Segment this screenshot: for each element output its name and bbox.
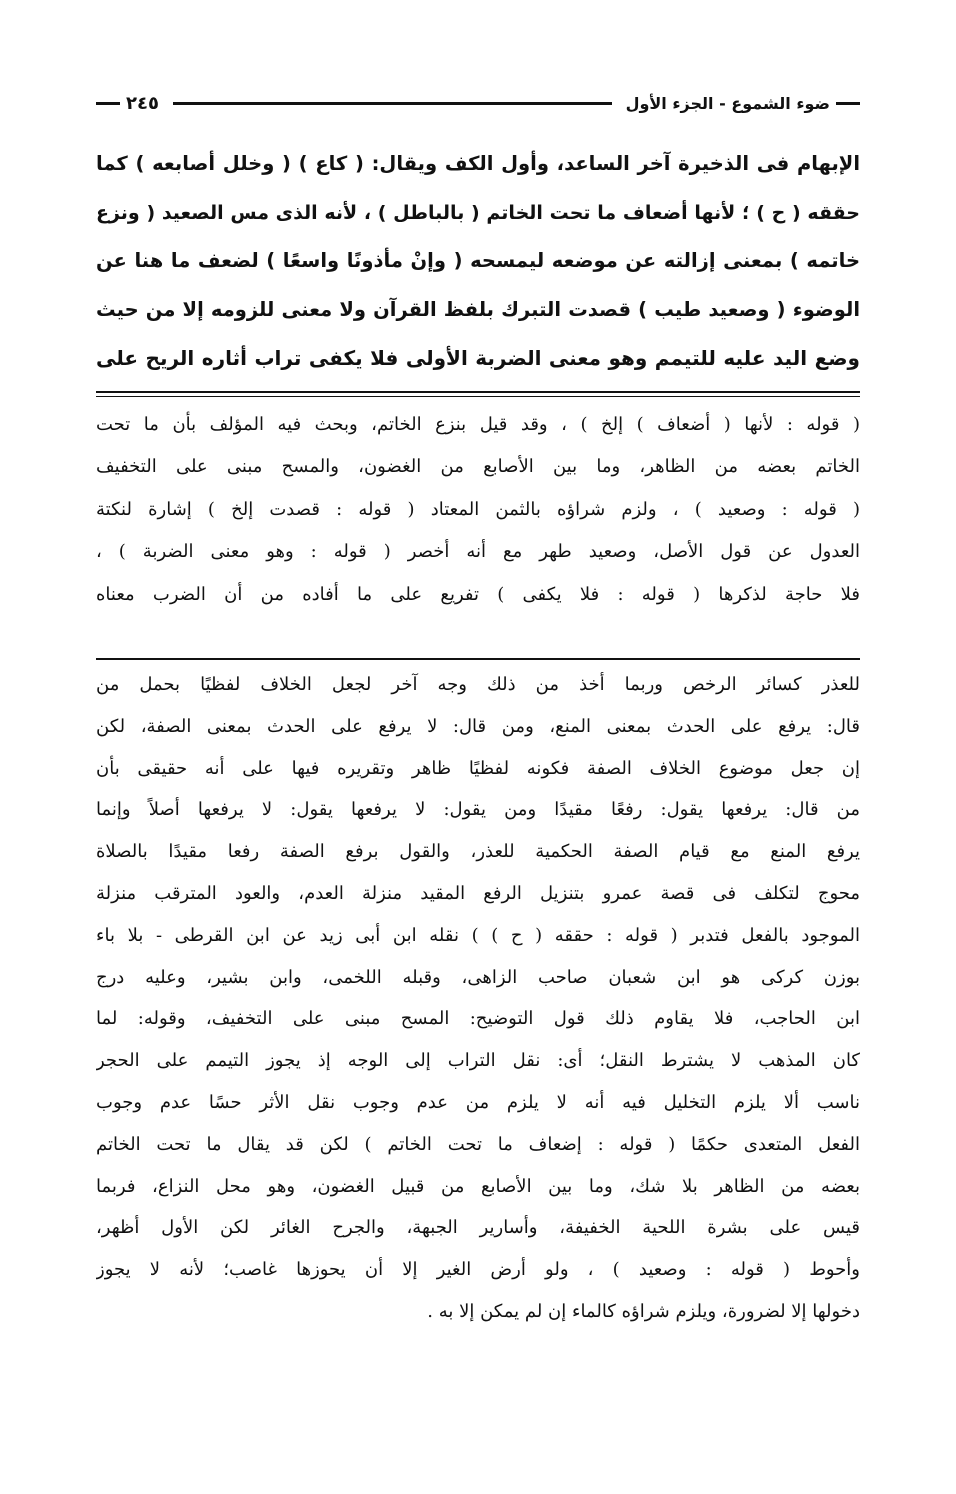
- footnote-2-line: قيس على بشرة اللحية الخفيفة، وأسارير الجبهة، والجرح الغائر لكن الأول أظهر،: [96, 1217, 860, 1239]
- header-dash-left: [96, 102, 120, 105]
- footnote-2-line: الموجود بالفعل فتدبر ( قوله : حققه ( ح ) ) نقله ابن أبى زيد عن ابن القرطى - بلا باء: [96, 924, 860, 946]
- footnote-2-line: كان المذهب لا يشترط النقل؛ أى: نقل التراب إلى الوجه إذ يجوز التيمم على الحجر: [96, 1050, 860, 1072]
- footnote-1-line: فلا حاجة لذكرها ( قوله : فلا يكفى ) تفريع على ما أفاده من أن الضرب معناه: [96, 583, 860, 605]
- header-rule: [173, 102, 612, 105]
- header-dash-right: [836, 102, 860, 105]
- footnote-2-line: بعضه من الظاهر بلا شك، وما بين الأصابع من قبيل الغضون، وهو محل النزاع، فربما: [96, 1175, 860, 1197]
- footnote-2-line: من قال: يرفعها يقول: رفعًا مقيدًا ومن يقول: لا يرفعها يقول: لا يرفعها أصلاً وإنما: [96, 799, 860, 821]
- footnote-1-line: ( قوله : لأنها ( أضعاف ) إلخ ) ، وقد قيل بنزع الخاتم، وبحث فيه المؤلف بأن ما تحت: [96, 414, 860, 435]
- footnote-2-line: إن جعل موضوع الخلاف الصفة فكونه لفظيًا ظاهر وتقريره فيها على أنه حقيقى بأن: [96, 757, 860, 779]
- main-text-line: خاتمه ) بمعنى إزالته عن موضعه ليمسحه ( وإنْ مأذونًا واسعًا ) لضعف ما هنا عن: [96, 249, 860, 273]
- footnote-2-line: وأحوط ( قوله : وصعيد ) ، ولو أرض الغير إلا أن يحوزها غاصب؛ لأنه لا يجوز: [96, 1259, 860, 1281]
- main-text: [96, 140, 860, 383]
- footnote-section-2: [96, 664, 860, 1333]
- footnote-1-line: العدول عن قول الأصل، وصعيد طهر مع أنه أخصر ( قوله : وهو معنى الضربة ) ،: [96, 541, 860, 563]
- footnote-2-line: ناسب ألا يلزم التخليل فيه أنه لا يلزم من عدم وجوب نقل الأثر حسًا عدم وجوب: [96, 1091, 860, 1113]
- main-text-line: وضع اليد عليه للتيمم وهو معنى الضربة الأولى فلا يكفى تراب أثاره الريح على: [96, 346, 860, 371]
- main-text-line: الإبهام فى الذخيرة آخر الساعد، وأول الكف ويقال: ( كاع ) ( وخلل أصابعه ) كما: [96, 152, 860, 175]
- footnote-2-line: الفعل المتعدى حكمًا ( قوله : إضعاف ما تحت الخاتم ) لكن قد يقال ما تحت الخاتم: [96, 1133, 860, 1155]
- footnote-1-line: الخاتم بعضه من الظاهر، وما بين الأصابع من الغضون، والمسح مبنى على التخفيف: [96, 456, 860, 478]
- running-header: [96, 88, 860, 118]
- main-text-separator: [96, 391, 860, 393]
- footnote-section-1: [96, 404, 860, 616]
- footnote-separator: [96, 658, 860, 660]
- main-text-separator-thin: [96, 396, 860, 397]
- footnote-2-line: ابن الحاجب، فلا يقاوم ذلك قول التوضيح: المسح مبنى على التخفيف، وقوله: لما: [96, 1008, 860, 1030]
- footnote-2-line: للعذر كسائر الرخص وربما أخذ من ذلك وجه آخر لجعل الخلاف لفظيًا بحمل من: [96, 674, 860, 695]
- main-text-line: الوضوء ( وصعيد طيب ) قصدت التبرك بلفظ القرآن ولا معنى للزومه إلا من حيث: [96, 297, 860, 321]
- footnote-2-line: محوج لتكلف فى قصة عمرو بتنزيل الرفع المقيد منزلة العدم، والعود المترقب منزلة: [96, 882, 860, 904]
- footnote-2-line: دخولها إلا لضرورة، ويلزم شراؤه كالماء إن لم يمكن إلا به .: [427, 1300, 860, 1322]
- main-text-line: حققه ( ح ) ؛ لأنها أضعاف ما تحت الخاتم ( بالباطل ) ، لأنه الذى مس الصعيد ( ونزع: [96, 201, 860, 224]
- footnote-2-line: قال: يرفع على الحدث بمعنى المنع، ومن قال: لا يرفع على الحدث بمعنى الصفة، لكن: [96, 715, 860, 737]
- page-number: ٢٤٥: [126, 92, 159, 114]
- footnote-2-line: بوزن كركى هو ابن شعبان صاحب الزاهى، وقبله اللخمى، وابن بشير، وعليه درج: [96, 966, 860, 988]
- footnote-2-line: يرفع المنع مع قيام الصفة الحكمية للعذر، والقول برفع الصفة رفعا مقيدًا بالصلاة: [96, 841, 860, 863]
- footnote-1-line: ( قوله : وصعيد ) ، ولزم شراؤه بالثمن المعتاد ( قوله : قصدت إلخ ) إشارة لنكتة: [96, 498, 860, 520]
- header-title: ضوء الشموع - الجزء الأول: [625, 93, 830, 113]
